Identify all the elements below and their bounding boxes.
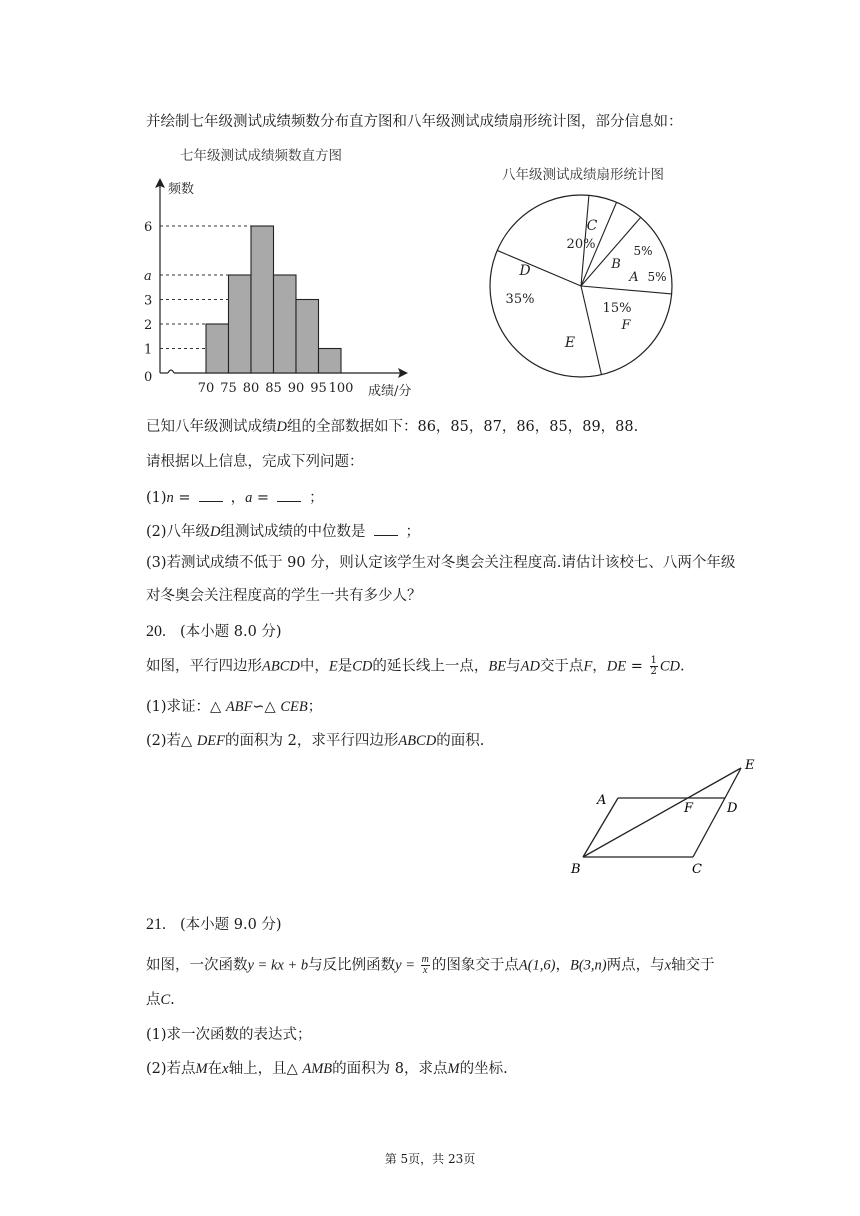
q21-f1: y = kx + b xyxy=(247,957,309,974)
q19-known-var: D xyxy=(276,419,287,435)
histogram-ytick-2: 2 xyxy=(144,318,153,333)
histogram-title: 七年级测试成绩频数直方图 xyxy=(180,148,342,164)
q20-frac-den: 2 xyxy=(650,666,657,677)
q19-p1-a: a xyxy=(245,490,253,506)
pie-slice-label-B: B xyxy=(611,257,621,272)
q21-p2-s2: 轴上，且△ xyxy=(228,1061,303,1077)
q21-heading xyxy=(146,915,282,935)
q20-p1-mid: ∽△ xyxy=(252,699,281,715)
pie-slice-percent-B: 5% xyxy=(633,244,653,258)
q20-be: BE xyxy=(488,658,507,675)
histogram-xlabel: 成绩/分 xyxy=(368,384,412,399)
q20-cd2: CD xyxy=(659,658,681,675)
histogram-bar-75-80 xyxy=(229,275,252,373)
q20-p1-pre: (1)求证：△ xyxy=(146,699,226,715)
q19-p2-pre: (2)八年级 xyxy=(146,524,211,540)
q20-p1-end: ； xyxy=(307,699,323,715)
q19-part2 xyxy=(146,521,420,542)
histogram-bar-90-95 xyxy=(296,300,319,374)
q20-p2-pre: (2)若△ xyxy=(146,733,197,749)
q19-p1-end: ； xyxy=(309,490,324,506)
label-e: E xyxy=(745,758,755,773)
q20-heading xyxy=(146,622,282,642)
q20-frac-num: 1 xyxy=(650,655,657,666)
q21-s3: 的图象交于点 xyxy=(431,957,519,974)
q19-p2-end: ； xyxy=(405,524,421,540)
q21-fraction xyxy=(421,955,430,976)
pie-slice-label-F: F xyxy=(621,318,631,333)
label-c: C xyxy=(692,862,702,877)
q21-p2-s3: 的面积为 8，求点 xyxy=(332,1061,448,1077)
intro-text: 并绘制七年级测试成绩频数分布直方图和八年级测试成绩扇形统计图，部分信息如： xyxy=(146,114,683,130)
q21-frac-num: m xyxy=(421,954,429,965)
q20-s7: ， xyxy=(592,658,607,675)
histogram-ytick-1: 1 xyxy=(144,342,153,358)
q21-f2-lhs: y = xyxy=(395,957,419,974)
q21-c: C xyxy=(160,992,171,1008)
q21-line2-pre: 点 xyxy=(146,992,161,1008)
q19-known-pre: 已知八年级测试成绩 xyxy=(146,419,277,435)
q20-part1 xyxy=(146,697,322,717)
label-a: A xyxy=(597,793,607,808)
q21-s1: 如图，一次函数 xyxy=(146,957,248,974)
q20-s8: . xyxy=(680,658,685,675)
pie-slice-percent-D: 35% xyxy=(505,292,535,307)
histogram-ytick-3: 3 xyxy=(144,293,153,309)
q21-s4: ， xyxy=(555,957,570,974)
pie-slice-label-C: C xyxy=(586,218,598,234)
q21-frac-den: x xyxy=(423,965,428,976)
q20-s1: 如图，平行四边形 xyxy=(146,658,262,675)
q19-p1-eq: = xyxy=(178,490,191,506)
q20-p1-t1: ABF xyxy=(225,699,253,715)
histogram-bar-80-85 xyxy=(251,226,274,373)
histogram-bar-95-100 xyxy=(319,349,342,374)
q21-number: 21. xyxy=(146,916,166,933)
pie-slice-percent-A: 5% xyxy=(647,270,667,284)
histogram-ytick-a: a xyxy=(144,269,152,284)
q19-p1-n: n xyxy=(166,490,174,506)
q20-e: E xyxy=(328,658,338,675)
q21-p2-m: M xyxy=(195,1061,208,1077)
q21-p2-end: 的坐标. xyxy=(459,1061,508,1077)
histogram-bar-70-75 xyxy=(206,324,229,373)
q20-p2-t: DEF xyxy=(196,733,225,749)
q20-stem xyxy=(146,656,685,677)
q21-p2-m2: M xyxy=(447,1061,460,1077)
q20-eq: = xyxy=(626,658,648,675)
histogram-chart xyxy=(140,140,440,410)
pie-slice-percent-C: 20% xyxy=(566,237,596,252)
q19-p2-var: D xyxy=(210,524,221,540)
q20-p2-q: ABCD xyxy=(398,733,437,749)
q20-s2: 中， xyxy=(299,658,329,675)
q20-s4: 的延长线上一点， xyxy=(372,658,489,675)
histogram-bar-85-90 xyxy=(274,275,297,373)
q21-part2 xyxy=(146,1059,508,1079)
q20-score: (本小题 8.0 分) xyxy=(180,624,282,640)
q21-x: x xyxy=(664,957,672,974)
histogram-ytick-0: 0 xyxy=(144,370,153,385)
q21-stem-line2 xyxy=(146,990,175,1010)
q21-pt-a: A(1,6) xyxy=(518,957,556,974)
histogram-xtick-75: 75 xyxy=(220,381,237,396)
q21-s5: 两点，与 xyxy=(606,957,665,974)
pie-slice-label-E: E xyxy=(564,335,576,351)
histogram-xtick-80: 80 xyxy=(242,381,260,396)
q19-p1-label: (1) xyxy=(146,490,167,506)
label-b: B xyxy=(571,862,581,877)
histogram-xtick-95: 95 xyxy=(310,381,327,396)
segment-dc xyxy=(693,798,725,857)
q19-p1-eq2: = xyxy=(256,490,270,506)
q19-p1-blank-n[interactable] xyxy=(199,487,223,502)
page-footer: 第 5页，共 23页 xyxy=(384,1152,476,1166)
q20-p2-end: 的面积. xyxy=(436,733,485,749)
q19-part3-line2: 对冬奥会关注程度高的学生一共有多少人？ xyxy=(146,588,422,604)
pie-slice-percent-F: 15% xyxy=(602,301,632,316)
q21-p2-t: AMB xyxy=(302,1061,333,1077)
q19-p1-sep: ， xyxy=(230,490,246,506)
q21-s2: 与反比例函数 xyxy=(308,957,396,974)
histogram-ytick-6: 6 xyxy=(144,220,153,235)
pie-slice-label-A: A xyxy=(629,270,639,285)
q20-p2-mid: 的面积为 2，求平行四边形 xyxy=(225,733,399,749)
q19-known-post: 组的全部数据如下：86，85，87，86，85，89，88. xyxy=(286,419,639,435)
q20-s6: 交于点 xyxy=(539,658,584,675)
x-axis-break xyxy=(168,370,174,373)
q20-s3: 是 xyxy=(337,658,353,675)
q21-p2-pre: (2)若点 xyxy=(146,1061,196,1077)
q19-p1-blank-a[interactable] xyxy=(277,487,301,502)
label-d: D xyxy=(727,801,738,816)
q21-p2-s1: 在 xyxy=(207,1061,223,1077)
q19-p2-blank[interactable] xyxy=(374,521,398,536)
q20-ad: AD xyxy=(520,658,540,675)
histogram-xtick-90: 90 xyxy=(287,381,305,396)
histogram-xtick-85: 85 xyxy=(265,381,282,396)
pie-chart xyxy=(480,160,720,390)
histogram-xtick-70: 70 xyxy=(197,381,215,396)
pie-slice-label-D: D xyxy=(519,263,531,279)
label-f: F xyxy=(684,801,694,816)
pie-title: 八年级测试成绩扇形统计图 xyxy=(502,167,664,183)
q20-fraction xyxy=(650,656,658,677)
q20-part2 xyxy=(146,731,484,751)
q21-pt-b: B(3,n) xyxy=(570,957,607,974)
q19-p2-post: 组测试成绩的中位数是 xyxy=(220,524,366,540)
q19-instruction: 请根据以上信息，完成下列问题： xyxy=(146,454,364,470)
q19-part3-line1: (3)若测试成绩不低于 90 分，则认定该学生对冬奥会关注程度高.请估计该校七、八两个年级 xyxy=(146,555,736,571)
q21-score: (本小题 9.0 分) xyxy=(180,917,282,933)
q21-line2-end: . xyxy=(170,992,175,1008)
q21-p2-x: x xyxy=(222,1061,229,1077)
q20-f: F xyxy=(583,658,593,675)
q20-s5: 与 xyxy=(506,658,521,675)
q21-part1: (1)求一次函数的表达式； xyxy=(146,1027,312,1043)
q20-abcd: ABCD xyxy=(262,658,300,675)
q21-s6: 轴交于 xyxy=(671,957,715,974)
q19-part1 xyxy=(146,487,324,508)
q20-number: 20. xyxy=(146,623,166,640)
q20-p1-t2: CEB xyxy=(280,699,308,715)
q20-cd: CD xyxy=(352,658,373,675)
q19-known-data xyxy=(146,417,638,437)
histogram-xtick-100: 100 xyxy=(328,381,354,396)
q20-de: DE xyxy=(606,658,627,675)
histogram-ylabel: 频数 xyxy=(168,182,195,197)
q21-stem xyxy=(146,955,715,976)
parallelogram-figure xyxy=(565,755,775,880)
